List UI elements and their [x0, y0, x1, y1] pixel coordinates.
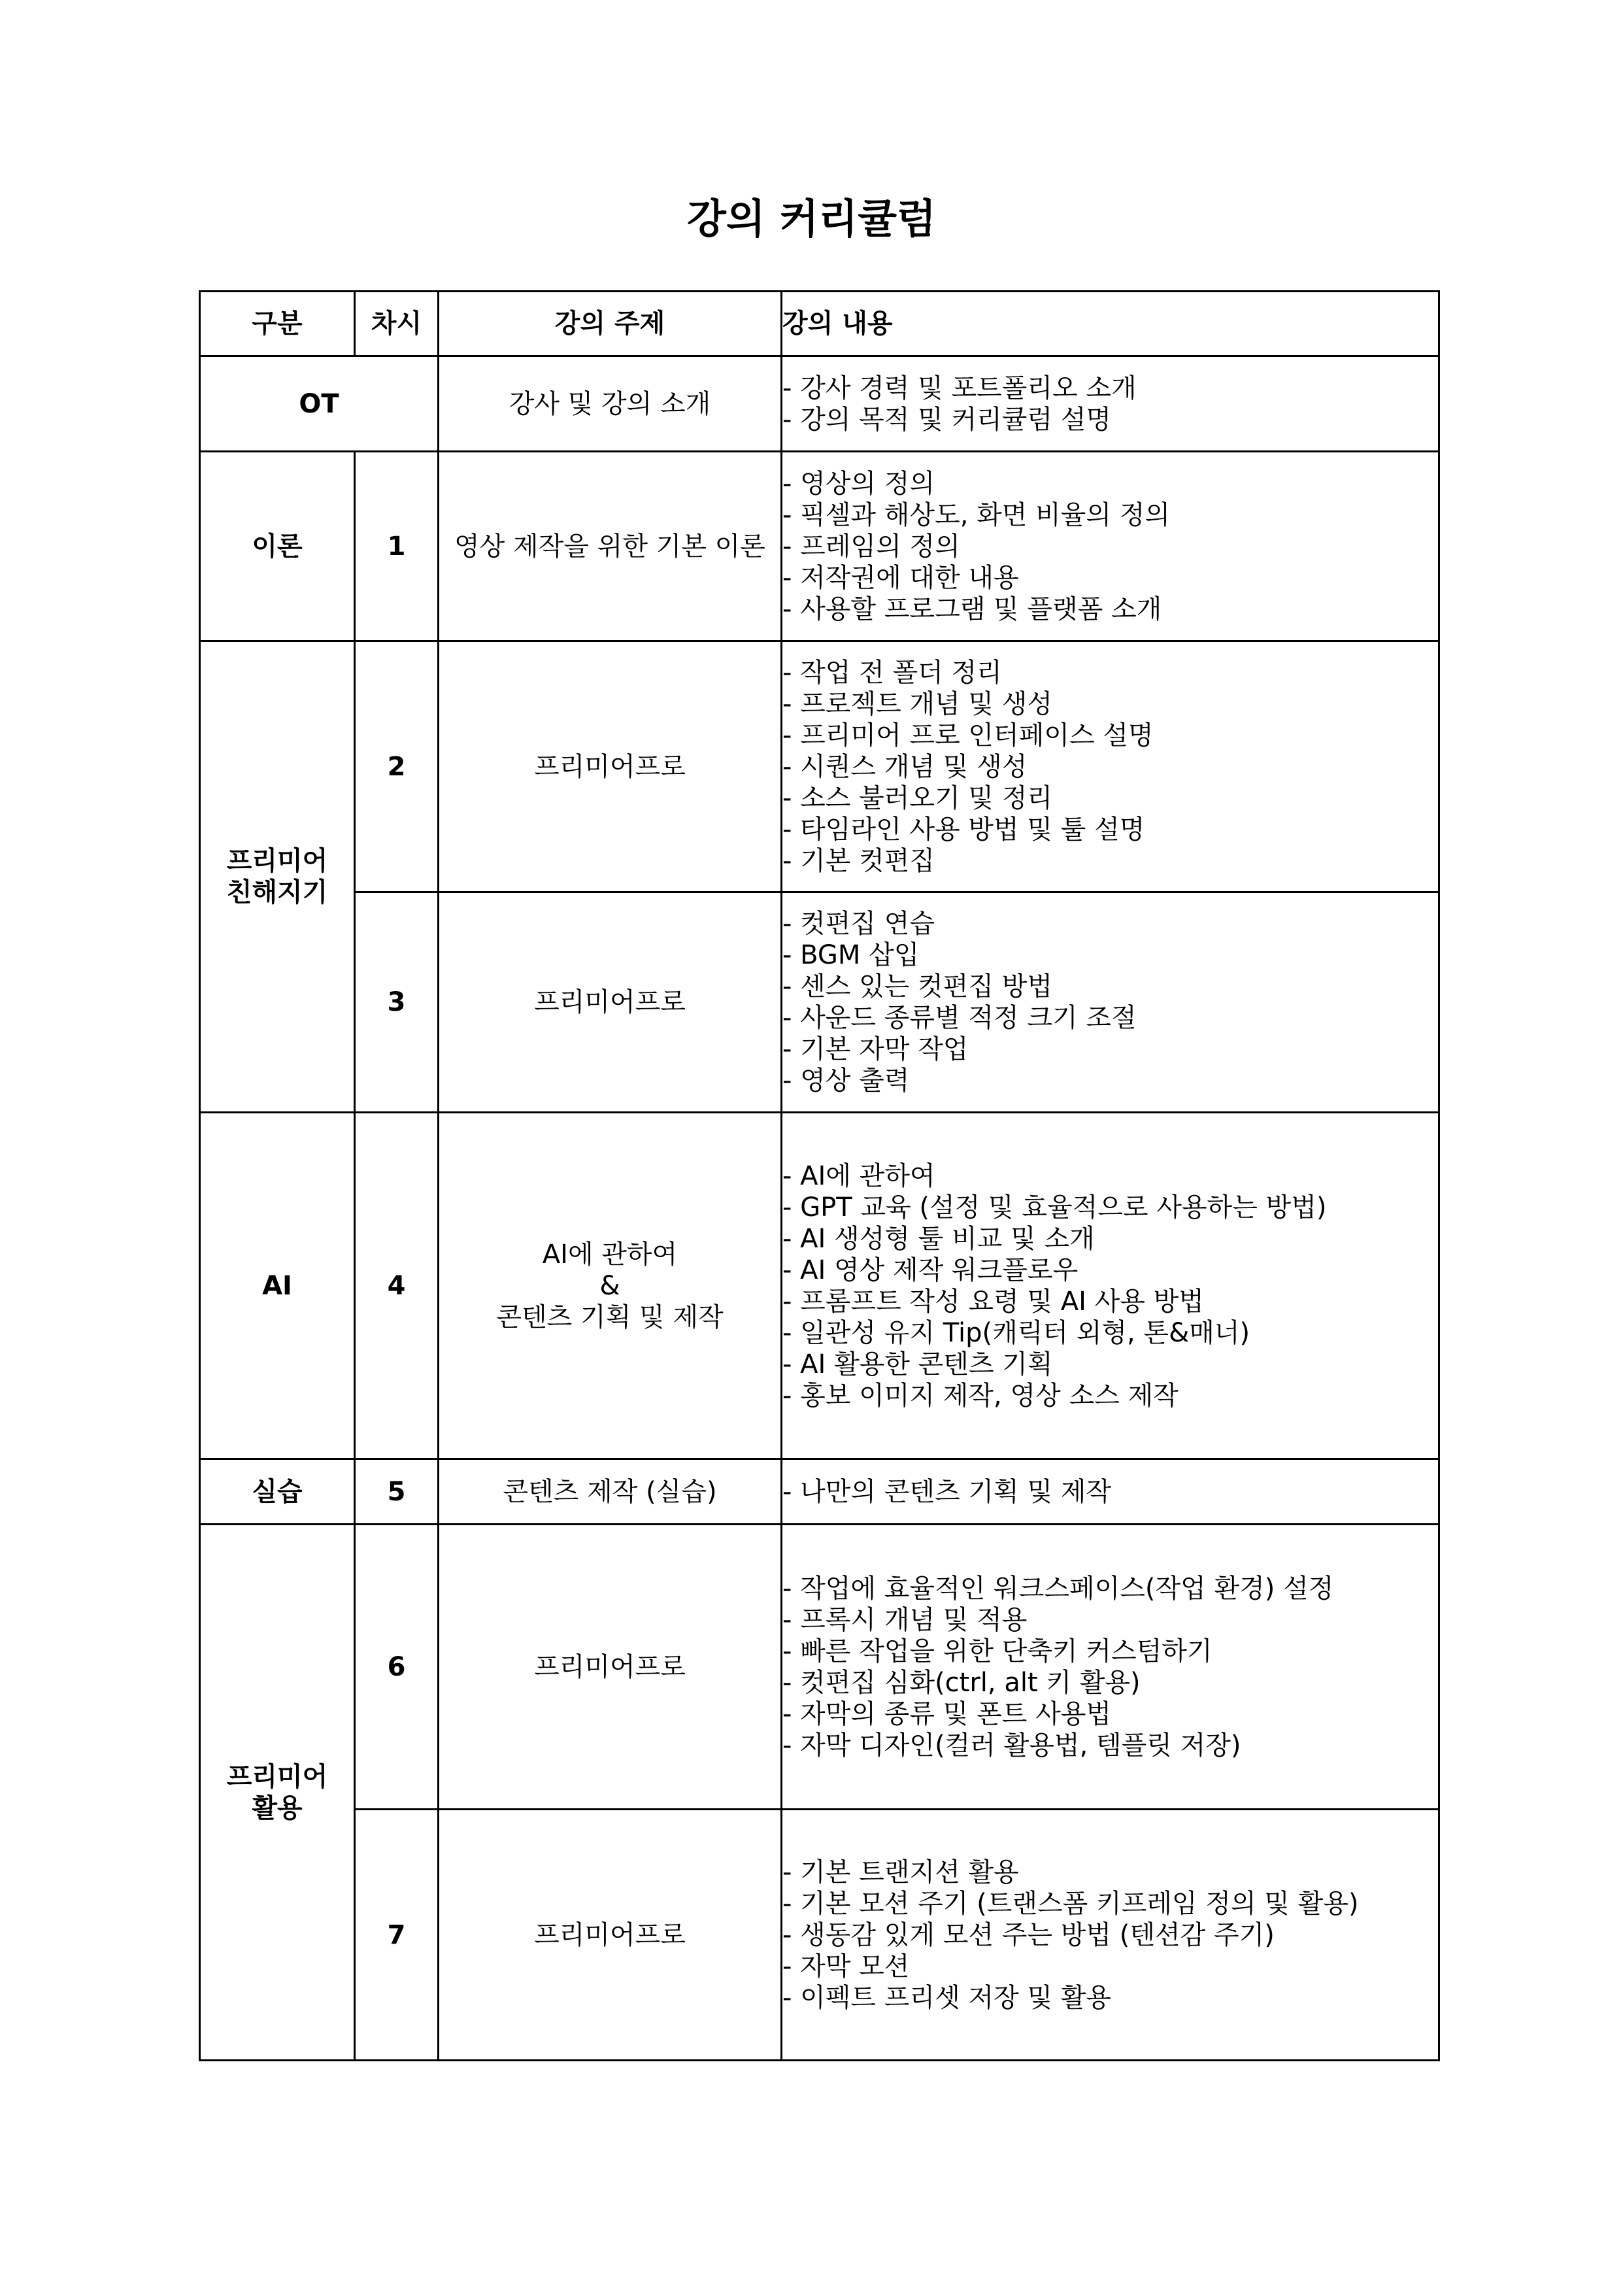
topic-session-7: 프리미어프로 [439, 1810, 782, 2061]
topic-theory: 영상 제작을 위한 기본 이론 [439, 452, 782, 641]
session-number-3: 3 [355, 892, 439, 1113]
content-line: - 빠른 작업을 위한 단축키 커스텀하기 [782, 1636, 1213, 1666]
table-row-ai [200, 1113, 1439, 1459]
content-theory [782, 452, 1439, 641]
content-line: - 작업에 효율적인 워크스페이스(작업 환경) 설정 [782, 1573, 1334, 1604]
content-line: - 프록시 개념 및 적용 [782, 1604, 1028, 1635]
content-session-3 [782, 892, 1439, 1113]
content-line: - 이펙트 프리셋 저장 및 활용 [782, 1982, 1112, 2013]
header-row [200, 292, 1439, 356]
content-line: - 타임라인 사용 방법 및 툴 설명 [782, 814, 1145, 845]
category-premiere-advanced [200, 1525, 355, 2061]
session-number-5: 5 [355, 1459, 439, 1525]
table-row-ot [200, 356, 1439, 452]
topic-practice: 콘텐츠 제작 (실습) [439, 1459, 782, 1525]
content-line: - 픽셀과 해상도, 화면 비율의 정의 [782, 499, 1171, 530]
content-line: - 자막의 종류 및 폰트 사용법 [782, 1698, 1112, 1729]
topic-line: & [599, 1270, 620, 1301]
content-line: - 기본 자막 작업 [782, 1034, 969, 1064]
content-line: - 프레임의 정의 [782, 531, 960, 562]
header-topic: 강의 주제 [439, 292, 782, 356]
header-content: 강의 내용 [782, 292, 1439, 356]
content-line: - 일관성 유지 Tip(캐릭터 외형, 톤&매너) [782, 1317, 1250, 1348]
topic-line: AI에 관하여 [542, 1239, 678, 1270]
content-line: - 센스 있는 컷편집 방법 [782, 971, 1053, 1002]
content-line: - 프리미어 프로 인터페이스 설명 [782, 720, 1154, 751]
header-session: 차시 [355, 292, 439, 356]
table-row-session-2 [200, 641, 1439, 892]
category-line: 친해지기 [226, 877, 328, 907]
content-line: - AI 활용한 콘텐츠 기획 [782, 1349, 1053, 1379]
table-row-session-3 [200, 892, 1439, 1113]
content-line: - 저작권에 대한 내용 [782, 562, 1019, 593]
content-line: - AI 생성형 툴 비교 및 소개 [782, 1223, 1095, 1254]
content-line: - 자막 디자인(컬러 활용법, 템플릿 저장) [782, 1730, 1241, 1761]
content-session-7 [782, 1810, 1439, 2061]
table-row-practice [200, 1459, 1439, 1525]
topic-ot: 강사 및 강의 소개 [439, 356, 782, 452]
topic-line: 콘텐츠 기획 및 제작 [496, 1302, 724, 1332]
content-line: - 영상 출력 [782, 1066, 910, 1096]
content-line: - 홍보 이미지 제작, 영상 소스 제작 [782, 1380, 1179, 1411]
category-premiere-basics [200, 641, 355, 1113]
content-practice [782, 1459, 1439, 1525]
header-category: 구분 [200, 292, 355, 356]
content-line: - 컷편집 심화(ctrl, alt 키 활용) [782, 1667, 1141, 1698]
content-line: - 나만의 콘텐츠 기획 및 제작 [782, 1476, 1112, 1507]
content-line: - 기본 컷편집 [782, 845, 935, 876]
content-line: - 기본 트랜지션 활용 [782, 1857, 1019, 1887]
session-number-2: 2 [355, 641, 439, 892]
content-line: - 강사 경력 및 포트폴리오 소개 [782, 373, 1137, 403]
content-line: - AI에 관하여 [782, 1160, 935, 1191]
content-line: - 생동감 있게 모션 주는 방법 (텐션감 주기) [782, 1919, 1275, 1950]
content-line: - BGM 삽입 [782, 940, 920, 970]
content-line: - GPT 교육 (설정 및 효율적으로 사용하는 방법) [782, 1192, 1327, 1223]
session-number-1: 1 [355, 452, 439, 641]
table-row-session-6 [200, 1525, 1439, 1810]
topic-session-2: 프리미어프로 [439, 641, 782, 892]
table-row-session-7 [200, 1810, 1439, 2061]
content-line: - 컷편집 연습 [782, 909, 935, 939]
topic-session-3: 프리미어프로 [439, 892, 782, 1113]
session-number-6: 6 [355, 1525, 439, 1810]
table-row-theory [200, 452, 1439, 641]
category-line: 활용 [252, 1793, 303, 1823]
curriculum-table [199, 290, 1440, 2061]
content-line: - 자막 모션 [782, 1951, 910, 1982]
category-ot: OT [200, 356, 439, 452]
content-line: - 프롬프트 작성 요령 및 AI 사용 방법 [782, 1286, 1204, 1317]
category-line: 프리미어 [226, 846, 328, 876]
content-line: - AI 영상 제작 워크플로우 [782, 1255, 1079, 1285]
content-line: - 작업 전 폴더 정리 [782, 657, 1002, 688]
content-line: - 사용할 프로그램 및 플랫폼 소개 [782, 594, 1162, 624]
content-line: - 소스 불러오기 및 정리 [782, 783, 1053, 813]
content-line: - 강의 목적 및 커리큘럼 설명 [782, 404, 1112, 435]
content-line: - 영상의 정의 [782, 468, 935, 499]
category-practice: 실습 [200, 1459, 355, 1525]
topic-session-6: 프리미어프로 [439, 1525, 782, 1810]
content-line: - 시퀀스 개념 및 생성 [782, 751, 1028, 782]
content-session-6 [782, 1525, 1439, 1810]
content-line: - 프로젝트 개념 및 생성 [782, 688, 1053, 719]
content-ot [782, 356, 1439, 452]
category-theory: 이론 [200, 452, 355, 641]
category-line: 프리미어 [226, 1761, 328, 1792]
content-session-2 [782, 641, 1439, 892]
content-line: - 사운드 종류별 적정 크기 조절 [782, 1003, 1137, 1033]
content-line: - 기본 모션 주기 (트랜스폼 키프레임 정의 및 활용) [782, 1888, 1359, 1919]
category-ai: AI [200, 1113, 355, 1459]
session-number-4: 4 [355, 1113, 439, 1459]
content-ai [782, 1113, 1439, 1459]
topic-ai [439, 1113, 782, 1459]
session-number-7: 7 [355, 1810, 439, 2061]
page-title: 강의 커리큘럼 [687, 195, 936, 243]
